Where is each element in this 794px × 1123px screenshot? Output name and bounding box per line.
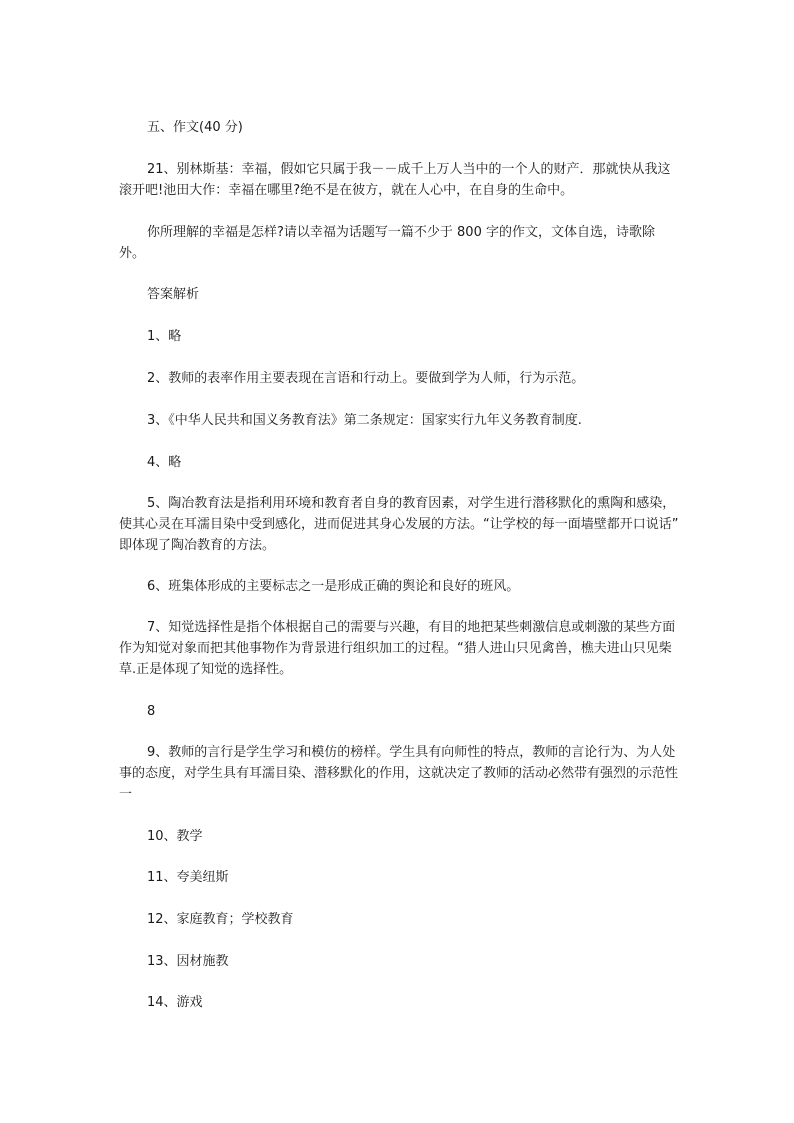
answer-item: 3、《中华人民共和国义务教育法》第二条规定：国家实行九年义务教育制度.: [147, 413, 582, 428]
answer-item: 14、游戏: [147, 995, 203, 1010]
answer-item: 1、略: [147, 329, 182, 344]
answer-item: 7、知觉选择性是指个体根据自己的需要与兴趣，有目的地把某些刺激信息或刺激的某些方面作为知觉对象而把其他事物作为背景进行组织加工的过程。“猎人进山只见禽兽，樵夫进山只见柴草.正是体现了知觉的选择性。: [119, 620, 676, 677]
essay-prompt-quotes: 21、别林斯基：幸福，假如它只属于我－－成千上万人当中的一个人的财产．那就快从我这滚开吧!池田大作：幸福在哪里?绝不是在彼方，就在人心中，在自身的生命中。: [119, 162, 671, 198]
answer-heading: 答案解析: [147, 287, 200, 302]
answer-item: 13、因材施教: [147, 954, 229, 969]
answer-item: 10、教学: [147, 829, 203, 844]
answer-item: 9、教师的言行是学生学习和模仿的榜样。学生具有向师性的特点，教师的言论行为、为人处事的态度，对学生具有耳濡目染、潜移默化的作用，这就决定了教师的活动必然带有强烈的示范性一: [119, 745, 679, 802]
answer-item: 11、夸美纽斯: [147, 870, 229, 885]
answer-item: 4、略: [147, 455, 182, 470]
answer-item: 6、班集体形成的主要标志之一是形成正确的舆论和良好的班风。: [147, 579, 520, 594]
answer-item: 8: [147, 704, 156, 719]
answer-item: 12、家庭教育；学校教育: [147, 912, 294, 927]
section-heading-essay: 五、作文(40 分): [147, 120, 243, 135]
essay-prompt-instruction: 你所理解的幸福是怎样?请以幸福为话题写一篇不少于 800 字的作文，文体自选，诗歌除外。: [119, 225, 655, 261]
answer-item: 5、陶冶教育法是指利用环境和教育者自身的教育因素，对学生进行潜移默化的熏陶和感染，使其心灵在耳濡目染中受到感化，进而促进其身心发展的方法。“让学校的每一面墙壁都开口说话” 即体现了陶冶教育的方法。: [119, 496, 679, 553]
answer-item: 2、教师的表率作用主要表现在言语和行动上。要做到学为人师，行为示范。: [147, 371, 585, 386]
